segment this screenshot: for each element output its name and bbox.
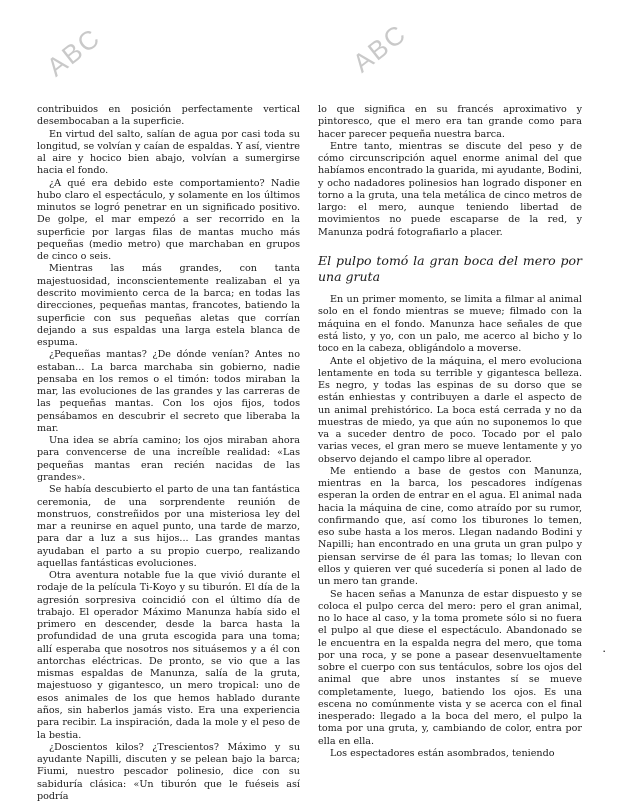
paragraph: ¿A qué era debido este comportamiento? Nadie hubo claro el espectáculo, y solamente en los últimos minutos se logró penetrar en un significado positivo. De golpe, el mar empezó a ser recorrido en la superficie por largas filas de mantas mucho más pequeñas (medio metro) que marchaban en grupos de cinco o seis. [37,177,300,263]
paragraph: Otra aventura notable fue la que vivió durante el rodaje de la película Ti-Koyo y su tiburón. El día de la agresión sorpresiva coincidió con el último día de trabajo. El operador Máximo Manunza había sido el primero en descender, desde la barca hasta la profundidad de una gruta escogida para una toma; allí esperaba que nosotros nos situásemos y a él con antorchas eléctricas. De pronto, se vio que a las mismas espaldas de Manunza, salía de la gruta, majestuoso y gigantesco, un mero tropical: uno de esos animales de los que hemos hablado durante años, sin haberlos jamás visto. Era una experiencia para recibir. La inspiración, dada la mole y el peso de la bestia. [37,570,300,741]
paragraph: En virtud del salto, salían de agua por casi toda su longitud, se volvían y caían de espaldas. Y así, vientre al aire y hocico bien abajo, volvían a sumergirse hacia el fondo. [37,128,300,177]
paragraph: contribuidos en posición perfectamente vertical desembocaban a la superficie. [37,104,300,128]
left-column [37,104,300,803]
abc-watermark-right: ABC [346,17,413,79]
paragraph: Se hacen señas a Manunza de estar dispuesto y se coloca el pulpo cerca del mero: pero el gran animal, no lo hace al caso, y la toma promete sólo si no fuera el pulpo al que diese el espectáculo. Abandonado se le encuentra en la espalda negra del mero, que toma por una roca, y se pone a pasear desenvueltamente sobre el cuerpo con sus tentáculos, sobre los ojos del animal que abre unos instantes sí se mueve completamente, luego, batiendo los ojos. Es una escena no comúnmente vista y se acerca con el final inesperado: llegado a la boca del mero, el pulpo la toma por una gruta, y, cambiando de color, entra por ella en ella. [318,588,582,747]
paragraph: ¿Doscientos kilos? ¿Trescientos? Máximo y su ayudante Napilli, discuten y se pelean bajo la barca; Fiumi, nuestro pescador polinesio, dice con su sabiduría clásica: «Un tiburón que le fuéseis así podría [37,741,300,802]
paragraph: lo que significa en su francés aproximativo y pintoresco, que el mero era tan grande como para hacer parecer pequeña nuestra barca. [318,104,582,140]
section-subheading: El pulpo tomó la gran boca del mero por una gruta [318,252,582,284]
paragraph: En un primer momento, se limita a filmar al animal solo en el fondo mientras se mueve; filmado con la máquina en el fondo. Manunza hace señales de que está listo, y yo, con un palo, me acerco al bicho y lo toco en la cabeza, obligándolo a moverse. [318,294,582,355]
paragraph: Se había descubierto el parto de una tan fantástica ceremonia, de una sorprendente reunión de monstruos, constreñidos por una misteriosa ley del mar a reunirse en aquel punto, una tarde de marzo, para dar a luz a sus hijos... Las grandes mantas ayudaban el parto a su propio cuerpo, realizando aquellas fantásticas evoluciones. [37,484,300,569]
paragraph: Me entiendo a base de gestos con Manunza, mientras en la barca, los pescadores indígenas esperan la orden de entrar en el agua. El animal nada hacia la máquina de cine, como atraído por su rumor, confirmando que, así como los tiburones lo temen, eso sube hasta a los meros. Llegan nadando Bodini y Napilli; han encontrado en una gruta un gran pulpo y piensan servirse de él para las tomas; lo llevan con ellos y quieren ver qué sucedería si ponen al lado de un mero tan grande. [318,465,582,588]
paragraph: Entre tanto, mientras se discute del peso y de cómo circunscripción aquel enorme animal del que habíamos encontrado la guarida, mi ayudante, Bodini, y ocho nadadores polinesios han logrado disponer en torno a la gruta, una tela metálica de cinco metros de largo: el mero, aunque teniendo libertad de movimientos no puede escaparse de la red, y Manunza podrá fotografiarlo a placer. [318,140,583,238]
paragraph: Una idea se abría camino; los ojos miraban ahora para convencerse de una increíble realidad: «Las pequeñas mantas eran recién nacidas de las grandes». [37,435,300,483]
page-marker: . [602,640,606,655]
paragraph: Mientras las más grandes, con tanta majestuosidad, inconscientemente realizaban el ya descrito movimiento cerca de la barca; en todas las direcciones, pequeñas mantas, francotes, batiendo la superficie con sus pequeñas aletas que corrían dejando a sus espaldas una larga estela blanca de espuma. [37,263,300,349]
right-column [318,104,582,760]
paragraph: ¿Pequeñas mantas? ¿De dónde venían? Antes no estaban... La barca marchaba sin gobierno, nadie pensaba en los remos o el timón: todos miraban la mar, las evoluciones de las grandes y las carreras de las pequeñas mantas. Con los ojos fijos, todos pensábamos en descubrir el secreto que liberaba la mar. [37,349,300,434]
abc-watermark-left: ABC [40,21,107,83]
paragraph: Los espectadores están asombrados, teniendo [330,748,555,759]
paragraph: Ante el objetivo de la máquina, el mero evoluciona lentamente en toda su terrible y gigantesca belleza. Es negro, y todas las espinas de su dorso que se están enhiestas y contribuyen a darle el aspecto de un animal prehistórico. La boca está cerrada y no da muestras de miedo, ya que aún no suponemos lo que va a suceder dentro de poco. Tocado por el palo varias veces, el gran mero se mueve lentamente y yo observo dejando el campo libre al operador. [318,355,582,465]
